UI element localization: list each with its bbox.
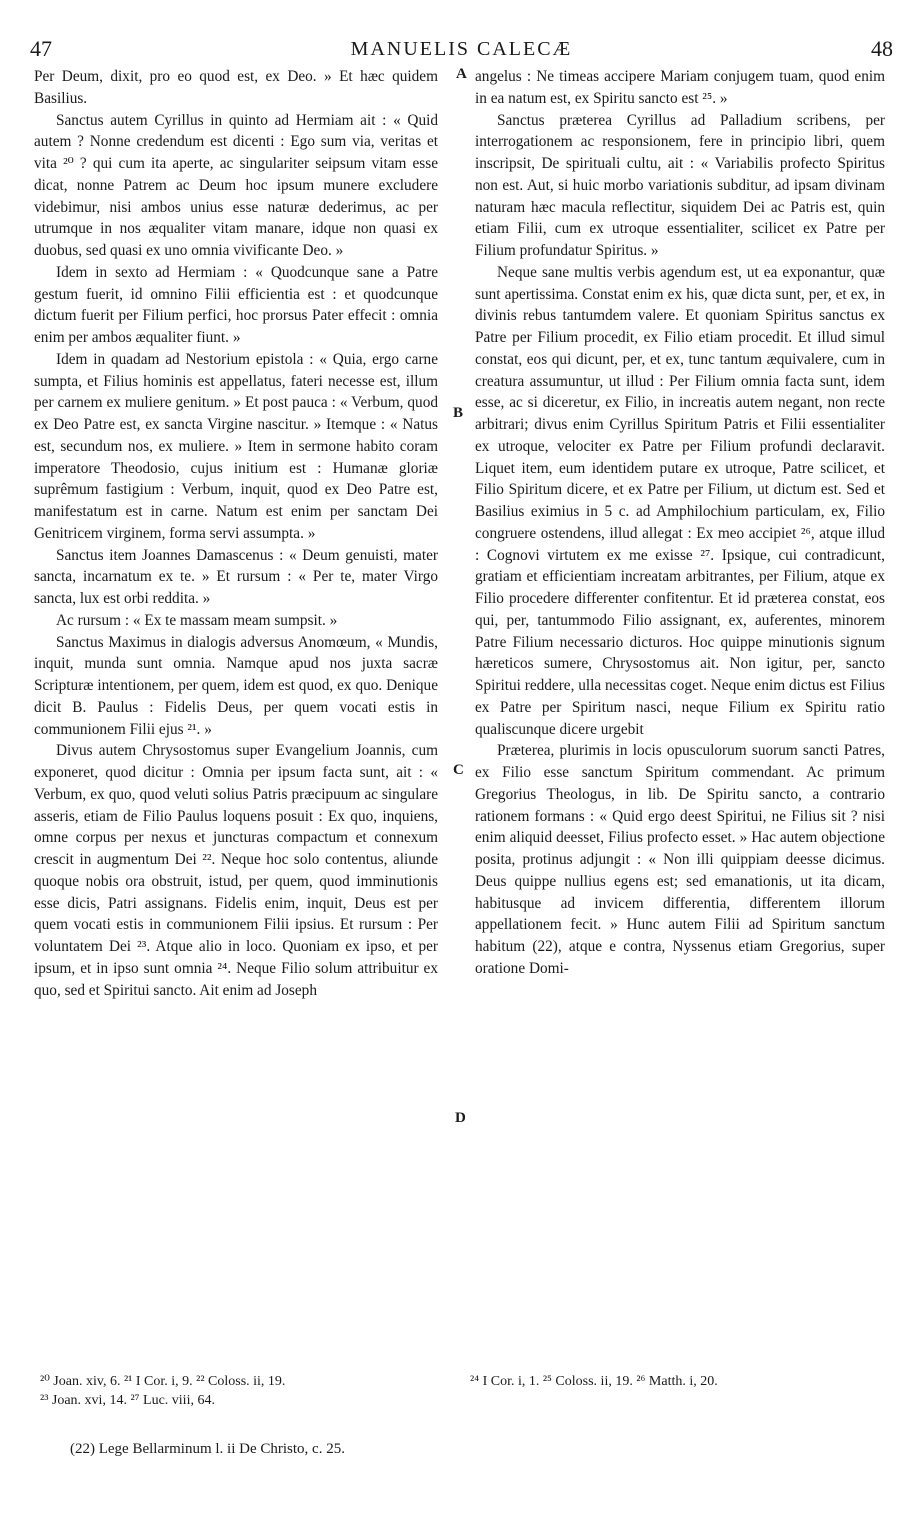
paragraph: Idem in quadam ad Nestorium epistola : « Quia, ergo carne sumpta, et Filius hominis est appellatus, fateri necesse est, illum per carnem ex muliere genitum. » Et post pauca : « Verbum, quod ex Deo Patre est, ex sancta Virgine nascitur. » Itemque : « Natus est, secundum nos, ex muliere. » Item in sermone habito coram imperatore Theodosio, cujus initium est : Humanæ gloriæ suprêmum fastigium : Verbum, inquit, quod ex Deo Patre est, manifestatum est in carne. Natum est enim per sanctam Dei Genitricem virginem, forma servi assumpta. » [34,350,438,542]
margin-marker-a: A [456,66,467,82]
footnote-line: ²³ Joan. xvi, 14. ²⁷ Luc. viii, 64. [40,1393,215,1408]
running-header [30,36,893,66]
paragraph: Sanctus item Joannes Damascenus : « Deum genuisti, mater sancta, incarnatum ex te. » Et rursum : « Per te, mater Virgo sancta, lux est orbi reddita. » [34,546,438,607]
paragraph: Sanctus Maximus in dialogis adversus Anomœum, « Mundis, inquit, munda sunt omnia. Namque apud nos juxta sacræ Scripturæ intentionem, per quem, idem est quod, ex quo. Denique dicit B. Paulus : Fidelis Deus, per quem vocati estis in communionem Filii ejus ²¹. » [34,633,438,738]
footnotes-right [470,1372,900,1391]
page-number-right: 48 [871,36,893,61]
margin-marker-c: C [453,762,464,778]
left-column [34,66,438,1001]
running-title: MANUELIS CALECÆ [350,38,573,60]
editor-note: (22) Lege Bellarminum l. ii De Christo, c. 25. [70,1441,345,1457]
margin-marker-b: B [453,405,464,421]
paragraph: angelus : Ne timeas accipere Mariam conjugem tuam, quod enim in ea natum est, ex Spiritu sancto est ²⁵. » [475,68,885,107]
paragraph: Sanctus autem Cyrillus in quinto ad Hermiam ait : « Quid autem ? Nonne credendum est dicenti : Ego sum via, veritas et vita ²⁰ ? qui cum ita aperte, ac singulariter seipsum vitam esse dicat, nonne Patrem ac Deum hoc ipsum munere excludere videbimur, nisi ambos unius esse naturæ dederimus, ac per utrumque in nos æqualiter vitam manare, idque non quasi ex duobus, sed quasi ex uno omnia vivificante Deo. » [34,111,438,259]
paragraph: Divus autem Chrysostomus super Evangelium Joannis, cum exponeret, quod dicitur : Omnia per ipsum facta sunt, ait : « Verbum, ex quo, quod veluti solius Patris præcipuum ac singulare asseris, etiam de Filio Paulus loquens posuit : Ex quo, inquiens, omne corpus per nexus et juncturas compactum et connexum crescit in augmentum Dei ²². Neque hoc solo contentus, aliunde quoque nobis ora obstruit, istud, per quem, quod imminutionis esse dicis, Patri assignans. Fidelis enim, inquit, Deus est per quem vocati estis in communionem Filii ipsius. Et rursum : Per voluntatem Dei ²³. Atque alio in loco. Quoniam ex ipso, et per ipsum, et in ipso sunt omnia ²⁴. Neque Filio solum attribuitur ex quo, sed et Spiritui sancto. Ait enim ad Joseph [34,742,438,999]
paragraph: Per Deum, dixit, pro eo quod est, ex Deo. » Et hæc quidem Basilius. [34,68,438,107]
paragraph: Sanctus præterea Cyrillus ad Palladium scribens, per interrogationem ac responsionem, fere in principio libri, quem inscripsit, De spirituali cultu, ait : « Variabilis profecto Spiritus non est. Aut, si huic morbo variationis subditur, ad ipsam divinam naturam hæc macula reflectitur, siquidem Dei ac Patris est, quin etiam Filii, cum ex utroque essentialiter, scilicet ex Patre per Filium profundatur Spiritus. » [475,111,885,259]
footnotes-left [40,1372,460,1410]
paragraph: Idem in sexto ad Hermiam : « Quodcunque sane a Patre gestum fuerit, id omnino Filii efficientia est : et quodcunque dictum fuerit per Filium perfici, hoc prorsus Pater effecit : omnia enim per ambos æqualiter fiunt. » [34,263,438,346]
margin-marker-d: D [455,1110,466,1126]
footnote-line: ²⁰ Joan. xiv, 6. ²¹ I Cor. i, 9. ²² Coloss. ii, 19. [40,1374,286,1389]
right-column [475,66,885,980]
footnote-line: ²⁴ I Cor. i, 1. ²⁵ Coloss. ii, 19. ²⁶ Matth. i, 20. [470,1374,718,1389]
page-number-left: 47 [30,36,52,61]
paragraph: Ac rursum : « Ex te massam meam sumpsit. » [56,611,338,629]
paragraph: Præterea, plurimis in locis opusculorum suorum sancti Patres, ex Filio esse sanctum Spiritum commendant. Ac primum Gregorius Theologus, in lib. De Spiritu sancto, a contrario rationem formans : « Quid ergo deest Spiritui, ne Filius sit ? nisi enim aliquid deesset, Filius profecto esset. » Hac autem objectione posita, protinus adjungit : « Non illi quippiam deesse dicimus. Deus quippe nullius egens est; sed emanationis, ut ita dicam, habitusque ad invicem differentia, differentem illorum appellationem fecit. » Hunc autem Filii ad Spiritum sanctum habitum (22), atque e contra, Nyssenus etiam Gregorius, super oratione Domi- [475,742,885,977]
paragraph: Neque sane multis verbis agendum est, ut ea exponantur, quæ sunt apertissima. Constat enim ex his, quæ dicta sunt, per, et ex, in divinis rebus tantumdem valere. Et quoniam Spiritus sanctus ex Patre per Filium procedit, ex Filio etiam procedit. Et illud simul constat, eos qui dicunt, per, et ex, tunc tantum æquivalere, cum in creatura assumuntur, ut illud : Per Filium omnia facta sunt, idem esse, ac si diceretur, ex Filio, in increatis autem negant, non recte arbitrari; divus enim Cyrillus Spiritum Patris et Filii essentialiter ex utroque, velociter ex Patre per Filium profundi declaravit. Liquet item, eum identidem putare ex utroque, Patre scilicet, et Filio Spiritum dicere, et ex Patre per Filium, ut dictum est. Sed et Basilius eximius in 5 c. ad Amphilochium particulam, ex, Filio congruere ostendens, illud allegat : Ex meo accipiet ²⁶, atque illud : Cognovi virtutem ex me exisse ²⁷. Ipsique, cui contradicunt, gratiam et efficientiam increatam arbitrantes, per Filium, atque ex Filio procedere differenter confitentur. Et id præterea constat, eos qui, per, tantummodo Filio assignant, ex, auferentes, minorem Patre Filium necessario dicturos. Hoc quippe minutionis signum hæreticos sumere, Chrysostomus ait. Non igitur, per, sancto Spiritui reddere, ulla necessitas coget. Neque enim dictus est Filius ex Patre per Spiritum nasci, neque Filium ex Spiritu ratio qualiscunque dicere urgebit [475,263,885,738]
